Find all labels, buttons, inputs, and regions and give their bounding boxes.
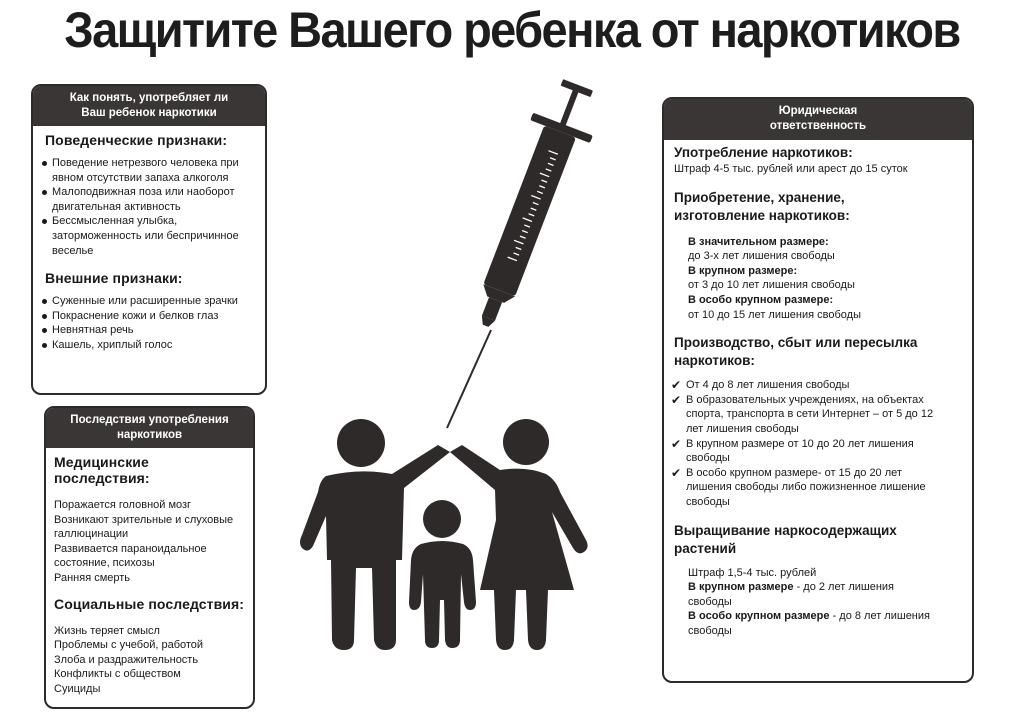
acquisition-penalty: от 10 до 15 лет лишения свободы (688, 308, 861, 321)
production-penalty-item: ✔ В образовательных учреждениях, на объектах спорта, транспорта в сети Интернет – от 5 до 12 лет лишения свободы (671, 392, 934, 435)
medical-consequence-item: Возникают зрительные и слуховые галлюцинации (54, 513, 234, 541)
acquisition-penalty: до 3-х лет лишения свободы (688, 250, 835, 263)
external-sign-item: Кашель, хриплый голос (39, 338, 259, 353)
checkmark-icon: ✔ (671, 392, 682, 407)
behavioral-list (39, 156, 259, 258)
social-consequence-item: Проблемы с учебой, работой (54, 639, 204, 652)
social-list (52, 624, 247, 697)
use-text: Штраф 4-5 тыс. рублей или арест до 15 суток (674, 163, 908, 175)
growing-penalty-item: В крупном размере - до 2 лет лишения свободы (688, 581, 895, 608)
medical-list (52, 498, 239, 586)
production-list (670, 378, 942, 509)
external-list (39, 294, 259, 352)
behavioral-title: Поведенческие признаки: (45, 132, 228, 148)
family-icon (300, 419, 588, 650)
external-sign-item: Суженные или расширенные зрачки (39, 294, 259, 309)
acquisition-size-head: В крупном размере: (688, 264, 798, 277)
behavioral-sign-item: Бессмысленная улыбка, заторможенность или беспричинное веселье (39, 214, 259, 258)
checkmark-icon: ✔ (671, 378, 682, 393)
external-sign-item: Покраснение кожи и белков глаз (39, 309, 259, 324)
signs-panel-header: Как понять, употребляет ли Ваш ребенок наркотики (33, 86, 265, 126)
production-penalty-item: ✔ От 4 до 8 лет лишения свободы (671, 378, 850, 393)
social-consequence-item: Жизнь теряет смысл (54, 624, 160, 637)
external-sign-item: Невнятная речь (39, 323, 259, 338)
acquisition-size-head: В особо крупном размере: (688, 293, 834, 306)
behavioral-sign-item: Малоподвижная поза или наоборот двигательная активность (39, 185, 259, 214)
legal-panel-header: Юридическая ответственность (664, 99, 972, 140)
growing-fine: Штраф 1,5-4 тыс. рублей (688, 566, 817, 579)
social-consequence-item: Злоба и раздражительность (54, 653, 199, 666)
social-title: Социальные последствия: (54, 595, 245, 612)
growing-penalty-item: В особо крупном размере - до 8 лет лишения свободы (688, 610, 930, 637)
production-title: Производство, сбыт или пересылка наркотиков: (674, 335, 918, 369)
center-illustration (280, 78, 625, 723)
medical-consequence-item: Ранняя смерть (54, 571, 131, 584)
acquisition-list (670, 235, 966, 323)
growing-list (670, 580, 938, 638)
legal-panel (662, 97, 974, 683)
growing-title: Выращивание наркосодержащих растений (674, 522, 897, 556)
poster-title: Защитите Вашего ребенка от наркотиков (64, 1, 960, 58)
syringe-icon (447, 78, 608, 428)
consequences-panel (44, 406, 255, 709)
medical-consequence-item: Поражается головной мозг (54, 499, 192, 511)
signs-panel (31, 84, 267, 395)
checkmark-icon: ✔ (671, 436, 682, 451)
use-title: Употребление наркотиков: (674, 145, 853, 160)
medical-consequence-item: Развивается параноидальное состояние, психозы (54, 542, 207, 570)
production-penalty-item: ✔ В особо крупном размере- от 15 до 20 лет лишения свободы либо пожизненное лишение свободы (671, 465, 926, 508)
behavioral-sign-item: Поведение нетрезвого человека при явном отсутствии запаха алкоголя (39, 156, 259, 185)
medical-title: Медицинские последствия: (54, 454, 150, 486)
acquisition-title: Приобретение, хранение, изготовление наркотиков: (674, 189, 850, 223)
production-penalty-item: ✔ В крупном размере от 10 до 20 лет лишения свободы (671, 436, 914, 465)
social-consequence-item: Конфликты с обществом (54, 668, 181, 681)
social-consequence-item: Суициды (54, 682, 101, 695)
acquisition-penalty: от 3 до 10 лет лишения свободы (688, 279, 855, 292)
checkmark-icon: ✔ (671, 465, 682, 480)
acquisition-size-head: В значительном размере: (688, 235, 829, 248)
consequences-panel-header: Последствия употребления наркотиков (46, 408, 253, 448)
external-title: Внешние признаки: (45, 270, 183, 287)
